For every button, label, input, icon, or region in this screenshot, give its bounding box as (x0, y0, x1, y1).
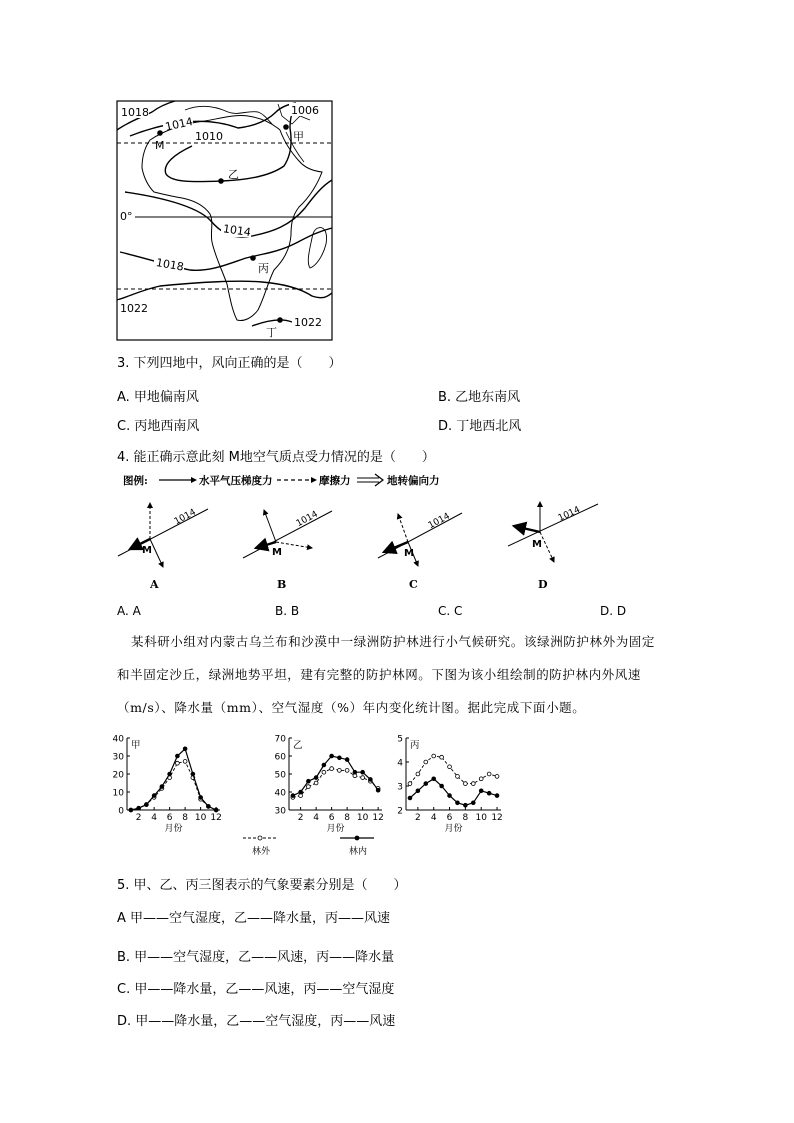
legend-prefix: 图例: (123, 475, 148, 487)
q5-option-a[interactable]: A 甲——空气湿度，乙——降水量，丙——风速 (117, 911, 391, 926)
data-point (306, 779, 310, 783)
data-point (368, 778, 372, 782)
y-tick-label: 20 (112, 770, 124, 781)
data-point (345, 758, 349, 762)
data-point (448, 794, 452, 798)
data-point (408, 796, 412, 800)
data-point (337, 769, 341, 773)
data-point (416, 772, 420, 776)
data-point (160, 785, 164, 789)
legend-inside-label: 林内 (349, 847, 368, 857)
series-line (410, 756, 497, 784)
point-m-label: M (155, 139, 165, 152)
data-point (175, 754, 179, 758)
data-point (487, 791, 491, 795)
data-point (214, 808, 218, 812)
diagram-point-label: M (404, 548, 414, 559)
data-point (416, 789, 420, 793)
passage-line-3: （m/s）、降水量（mm）、空气湿度（%）年内变化统计图。据此完成下面小题。 (117, 700, 586, 715)
data-point (314, 781, 318, 785)
diagram-isobar-label: 1014 (556, 505, 582, 524)
isobar-label: 1022 (294, 316, 322, 329)
y-tick-label: 30 (274, 806, 286, 817)
q5-option-d[interactable]: D. 甲——降水量，乙——空气湿度，丙——风速 (117, 1014, 396, 1029)
data-point (168, 772, 172, 776)
diagram-point-label: M (532, 539, 542, 550)
isobar-label: 1018 (154, 256, 185, 274)
data-point (306, 785, 310, 789)
x-tick-label: 4 (151, 813, 157, 823)
data-point (330, 767, 334, 771)
legend-gradient-label: 水平气压梯度力 (199, 475, 273, 487)
x-axis-label: 月份 (326, 824, 345, 834)
q5-option-b[interactable]: B. 甲——空气湿度，乙——风速，丙——降水量 (117, 950, 395, 965)
data-point (183, 760, 187, 764)
data-point (144, 803, 148, 807)
x-tick-label: 12 (491, 813, 503, 823)
data-point (299, 790, 303, 794)
data-point (322, 770, 326, 774)
x-tick-label: 12 (210, 813, 222, 823)
legend-outside-label: 林外 (252, 847, 271, 857)
y-tick-label: 0 (118, 806, 124, 817)
diagram-c[interactable] (378, 511, 462, 591)
data-point (424, 782, 428, 786)
data-point (432, 777, 436, 781)
data-point (408, 782, 412, 786)
data-point (463, 782, 467, 786)
point-yi-label: 乙 (228, 168, 239, 181)
y-tick-label: 40 (112, 734, 124, 745)
x-tick-label: 2 (415, 813, 421, 823)
data-point (322, 763, 326, 767)
data-point (191, 772, 195, 776)
data-point (448, 765, 452, 769)
x-tick-label: 8 (462, 813, 469, 823)
q3-option-c[interactable]: C. 丙地西南风 (117, 419, 200, 434)
data-point (432, 754, 436, 758)
x-tick-label: 10 (356, 813, 369, 823)
y-tick-label: 40 (274, 788, 286, 799)
data-point (456, 775, 460, 779)
x-tick-label: 4 (313, 813, 319, 823)
x-tick-label: 10 (194, 813, 207, 823)
point-yi (218, 178, 224, 184)
legend-outside-marker (258, 836, 262, 840)
data-point (424, 760, 428, 764)
data-point (361, 776, 365, 780)
data-point (175, 761, 179, 765)
data-point (199, 796, 203, 800)
y-tick-label: 70 (274, 734, 286, 745)
diagram-letter: D (538, 578, 548, 591)
isobar-label: 1022 (120, 302, 148, 315)
legend-coriolis-label: 地转偏向力 (387, 475, 440, 487)
diagram-point-label: M (272, 547, 282, 558)
q3-option-b[interactable]: B. 乙地东南风 (438, 390, 521, 405)
q3-option-d[interactable]: D. 丁地西北风 (438, 419, 522, 434)
data-point (479, 789, 483, 793)
data-point (152, 794, 156, 798)
diagram-point-label: M (142, 545, 152, 556)
data-point (456, 801, 460, 805)
x-tick-label: 4 (430, 813, 437, 823)
data-point (137, 806, 141, 810)
data-point (345, 769, 349, 773)
data-point (353, 770, 357, 774)
data-point (440, 755, 444, 759)
question-5-stem: 5. 甲、乙、丙三图表示的气象要素分别是（ ） (117, 878, 407, 893)
force-diagrams (100, 492, 620, 602)
diagram-letter: A (150, 578, 159, 591)
x-tick-label: 10 (475, 813, 487, 823)
series-line (293, 769, 378, 798)
passage-line-1: 某科研小组对内蒙古乌兰布和沙漠中一绿洲防护林进行小气候研究。该绿洲防护林外为固定 (131, 634, 656, 649)
isobar-label: 1010 (195, 130, 223, 143)
x-axis-label: 月份 (164, 824, 183, 834)
legend-friction-label: 摩擦力 (319, 475, 351, 487)
q5-option-c[interactable]: C. 甲——降水量，乙——风速，丙——空气湿度 (117, 982, 395, 997)
diagram-isobar-label: 1014 (294, 509, 320, 530)
point-bing-label: 丙 (258, 262, 269, 275)
q4-option-c[interactable]: C. C (438, 604, 463, 618)
q3-option-a[interactable]: A. 甲地偏南风 (117, 390, 199, 405)
data-point (471, 801, 475, 805)
point-jia-label: 甲 (293, 130, 304, 143)
data-point (487, 772, 491, 776)
data-point (206, 805, 210, 809)
x-tick-label: 8 (182, 813, 188, 823)
q4-option-d[interactable]: D. D (600, 604, 627, 618)
data-point (291, 794, 295, 798)
chart-title: 丙 (410, 740, 420, 751)
passage-line-2: 和半固定沙丘，绿洲地势平坦，建有完整的防护林网。下图为该小组绘制的防护林内外风速 (117, 667, 642, 682)
y-tick-label: 5 (397, 734, 403, 745)
point-ding-label: 丁 (266, 326, 277, 339)
data-point (330, 754, 334, 758)
isobar-label: 1006 (291, 104, 319, 117)
series-line (410, 779, 497, 805)
diagram-d[interactable] (508, 502, 598, 591)
x-tick-label: 2 (135, 813, 142, 823)
chart-title: 乙 (293, 740, 303, 751)
isobar-label: 1018 (121, 106, 149, 119)
q4-option-a[interactable]: A. A (117, 604, 141, 618)
diagram-letter: B (277, 578, 287, 591)
series-line (131, 761, 216, 810)
equator-label: 0° (120, 210, 133, 223)
data-point (129, 808, 133, 812)
q4-option-b[interactable]: B. B (275, 604, 300, 618)
force-legend (117, 470, 457, 490)
y-tick-label: 30 (112, 752, 124, 763)
climate-charts (0, 730, 794, 860)
data-point (479, 777, 483, 781)
isobar-map (0, 0, 794, 350)
question-4-stem: 4. 能正确示意此刻 M地空气质点受力情况的是（ ） (117, 450, 435, 465)
legend-inside-marker (355, 836, 359, 840)
data-point (495, 794, 499, 798)
data-point (376, 788, 380, 792)
diagram-isobar-label: 1014 (172, 507, 198, 528)
y-tick-label: 2 (397, 806, 403, 817)
data-point (361, 770, 365, 774)
data-point (463, 803, 467, 807)
question-3-stem: 3. 下列四地中，风向正确的是（ ） (117, 356, 342, 371)
series-line (131, 749, 216, 810)
data-point (495, 775, 499, 779)
diagram-letter: C (409, 578, 418, 591)
data-point (183, 747, 187, 751)
diagram-a[interactable] (118, 503, 208, 591)
y-tick-label: 4 (397, 758, 403, 769)
diagram-isobar-label: 1014 (426, 511, 452, 532)
point-bing (250, 255, 256, 261)
y-tick-label: 50 (274, 770, 286, 781)
x-tick-label: 6 (166, 813, 173, 823)
data-point (440, 784, 444, 788)
y-tick-label: 60 (274, 752, 286, 763)
x-axis-label: 月份 (444, 824, 463, 834)
isobar-label: 1014 (222, 222, 252, 240)
point-ding (277, 317, 283, 323)
x-tick-label: 2 (297, 813, 304, 823)
y-tick-label: 10 (112, 788, 124, 799)
point-jia (283, 124, 289, 130)
data-point (337, 756, 341, 760)
diagram-b[interactable] (243, 509, 332, 591)
chart-title: 甲 (131, 740, 141, 751)
x-tick-label: 12 (372, 813, 384, 823)
x-tick-label: 6 (446, 813, 453, 823)
isobar-label: 1014 (164, 115, 195, 134)
point-m (157, 130, 163, 136)
x-tick-label: 8 (344, 813, 350, 823)
data-point (314, 776, 318, 780)
y-tick-label: 3 (397, 782, 403, 793)
x-tick-label: 6 (328, 813, 335, 823)
data-point (471, 782, 475, 786)
